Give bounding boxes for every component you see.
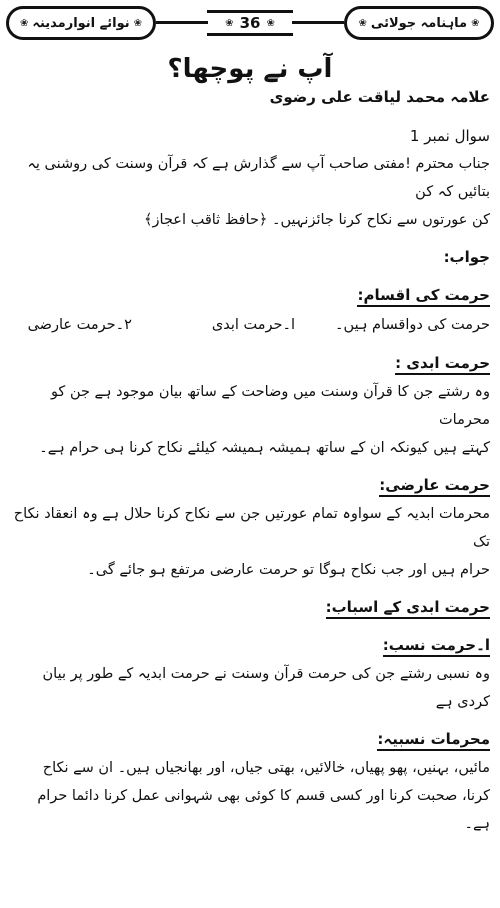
article <box>0 54 500 838</box>
page-header <box>6 6 494 40</box>
paragraph-line: کرنا، صحبت کرنا اور کسی قسم کا کوئی بھی شہوانی عمل کرنا دائما حرام ہے۔ <box>37 788 490 832</box>
paragraph-line: کہتے ہیں کیونکہ ان کے ساتھ ہمیشہ ہمیشہ کیلئے نکاح کرنا ہی حرام ہے۔ <box>39 440 490 456</box>
heading-text: حرمت کی اقسام: <box>357 286 490 307</box>
ornament-icon: ❀ <box>225 17 234 29</box>
types-intro: حرمت کی دواقسام ہیں۔ <box>335 317 490 333</box>
magazine-name: ماہنامہ جولائی <box>370 15 468 31</box>
paragraph-line: وہ نسبی رشتے جن کی حرمت قرآن وسنت نے حرمت ابدیہ کے طور پر بیان کردی ہے <box>42 666 490 710</box>
ornament-icon: ❀ <box>358 17 367 29</box>
ornament-icon: ❀ <box>471 17 480 29</box>
article-author: علامہ محمد لیاقت علی رضوی <box>269 88 490 106</box>
heading-text: ا۔حرمت نسب: <box>383 636 490 657</box>
ornament-icon: ❀ <box>19 17 29 29</box>
question-number: سوال نمبر 1 <box>409 127 490 145</box>
article-title: آپ نے پوچھا؟ <box>167 54 333 84</box>
question-text-line: جناب محترم !مفتی صاحب آپ سے گذارش ہے کہ قرآن وسنت کی روشنی یہ بتائیں کہ کن <box>27 156 490 200</box>
paragraph-line: محرمات ابدیہ کے سواوہ تمام عورتیں جن سے نکاح کرنا حلال ہے وہ انعقاد نکاح تک <box>13 506 490 550</box>
page-number: 36 <box>239 14 261 32</box>
publication-name-box <box>6 6 156 40</box>
ornament-icon: ❀ <box>133 17 143 29</box>
magazine-name-box <box>344 6 494 40</box>
section-heading <box>0 592 500 622</box>
heading-text: حرمت عارضی: <box>379 476 490 497</box>
section-heading <box>0 470 500 500</box>
answer-label: جواب: <box>443 248 490 266</box>
type-item: ۲۔حرمت عارضی <box>27 317 132 333</box>
ornament-icon: ❀ <box>266 17 275 29</box>
types-list <box>0 310 500 340</box>
heading-text: حرمت ابدی : <box>395 354 490 375</box>
type-item: ا۔حرمت ابدی <box>211 317 296 333</box>
section-heading <box>0 724 500 754</box>
paragraph-line: وہ رشتے جن کا قرآن وسنت میں وضاحت کے ساتھ بیان موجود ہے جن کو محرمات <box>50 384 490 428</box>
heading-text: محرمات نسبیہ: <box>377 730 490 751</box>
section-heading <box>0 280 500 310</box>
paragraph-line: حرام ہیں اور جب نکاح ہوگا تو حرمت عارضی مرتفع ہو جائے گی۔ <box>87 562 490 578</box>
paragraph-line: مائیں، بہنیں، پھو پھیاں، خالائیں، بھتی جیاں، اور بھانجیاں ہیں۔ ان سے نکاح <box>42 760 490 776</box>
page-number-box <box>207 10 293 36</box>
heading-text: حرمت ابدی کے اسباب: <box>326 598 490 619</box>
section-heading <box>0 630 500 660</box>
question-text-line: کن عورتوں سے نکاح کرنا جائزنہیں۔ ﴿حافظ ثاقب اعجاز﴾ <box>144 212 490 228</box>
section-heading <box>0 348 500 378</box>
publication-name: نوائے انوارمدینہ <box>32 15 130 31</box>
